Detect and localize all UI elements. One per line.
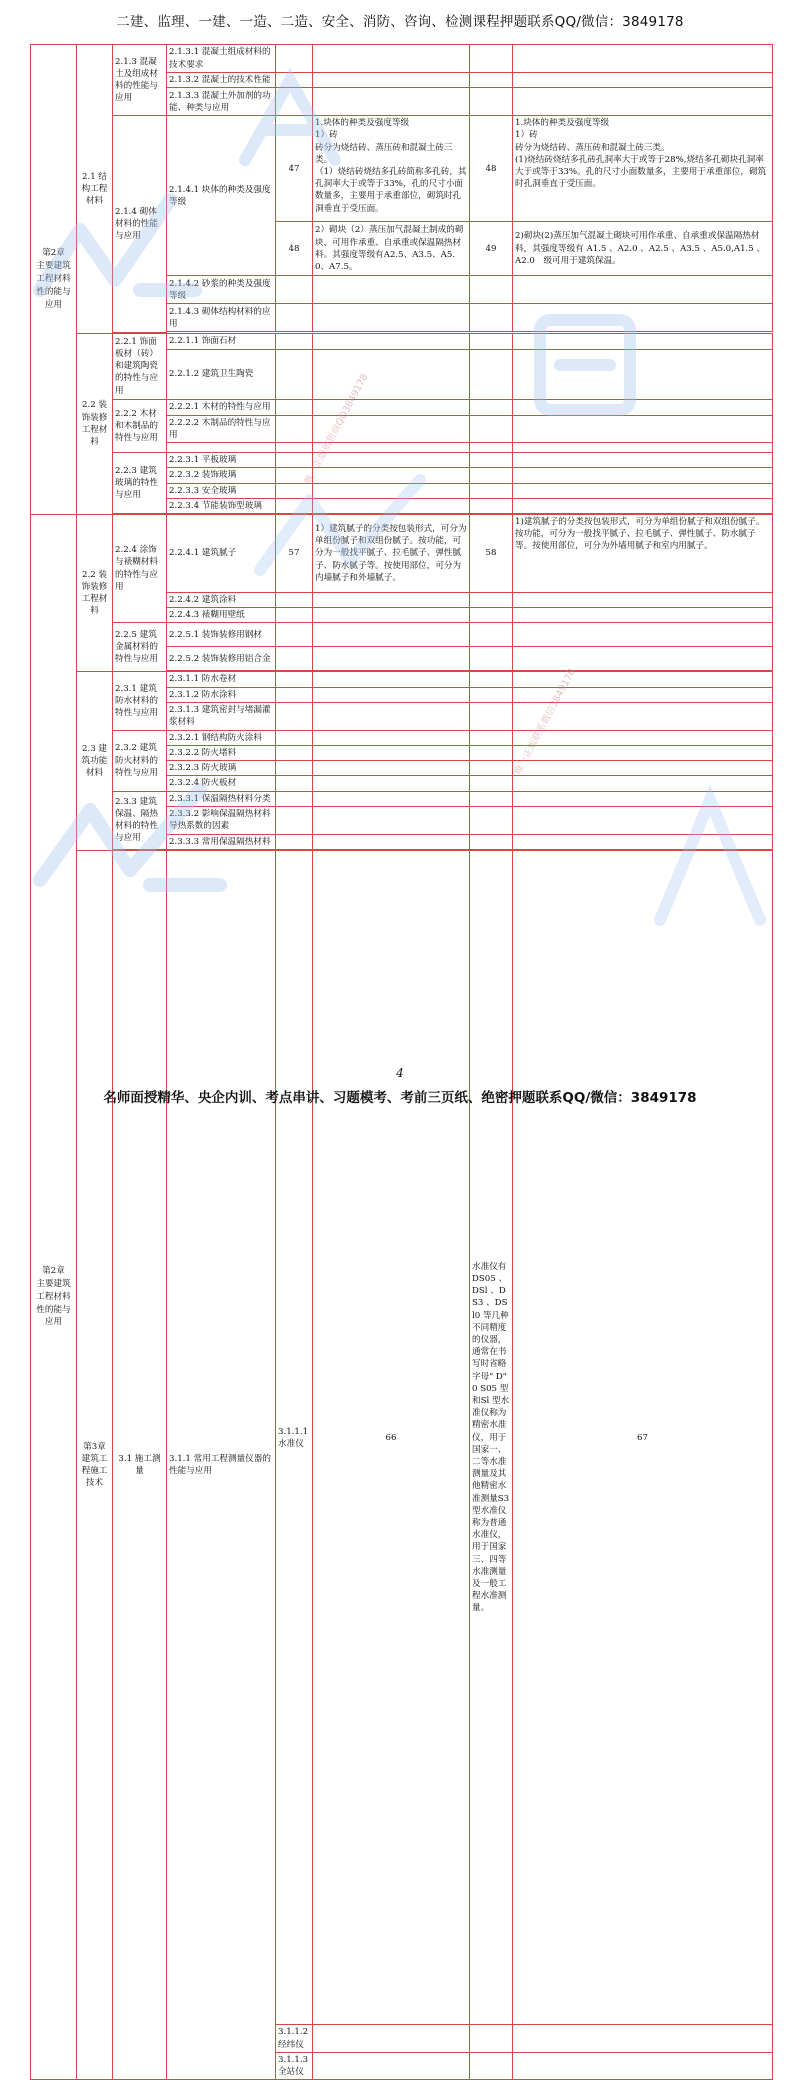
new-text: 2)砌块(2)蒸压加气混凝土砌块可用作承重、自承重或保温隔热材料，其强度等级有 A1.5 、A2.0 、A2.5 、A3.5 、A5.0,A1.5 、A2.0 级可用于建筑保温。 xyxy=(513,222,773,276)
new-page-number: 58 xyxy=(470,514,513,592)
chapter-cell: 第3章 建筑工程施工技术 xyxy=(77,850,113,2079)
item-cell: 2.3.3.1 保温隔热材料分类 xyxy=(167,791,276,806)
subsection-cell: 2.3.3 建筑保温、隔热材料的特性与应用 xyxy=(113,791,167,849)
subsection-cell: 2.1.3 混凝土及组成材料的性能与应用 xyxy=(113,45,167,116)
item-cell: 3.1.1.3 全站仪 xyxy=(276,2052,313,2079)
new-page-number: 49 xyxy=(470,222,513,276)
old-text: 1.块体的种类及强度等级 1）砖 砖分为烧结砖、蒸压砖和混凝土砖三类。 （1）烧结砖烧结多孔砖简称多孔砖，其孔洞率大于或等于33%，孔的尺寸小面数量多，主要用于承重部位，砌筑时孔洞垂直于受压面。 xyxy=(313,116,470,222)
item-cell: 3.1.1.2 经纬仪 xyxy=(276,2025,313,2052)
item-cell: 2.3.1.3 建筑密封与堵漏灌浆材料 xyxy=(167,702,276,730)
item-cell: 2.3.2.2 防火堵料 xyxy=(167,745,276,760)
subsection-cell: 2.2.3 建筑玻璃的特性与应用 xyxy=(113,453,167,514)
watermark-text: 唯一正版联系微信3849178 xyxy=(512,666,578,777)
chapter-label: 第2章 主要建筑工程材料性的能与应用 xyxy=(36,1265,71,1328)
subsection-cell: 2.2.5 建筑金属材料的特性与应用 xyxy=(113,623,167,672)
item-cell: 2.2.3.3 安全玻璃 xyxy=(167,483,276,498)
item-cell: 2.2.3.4 节能装饰型玻璃 xyxy=(167,498,276,513)
section-cell: 2.3 建筑功能材料 xyxy=(77,672,113,851)
subsection-cell: 3.1.1 常用工程测量仪器的性能与应用 xyxy=(167,850,276,2079)
item-cell: 2.3.1.2 防水涂料 xyxy=(167,687,276,702)
subsection-cell: 2.2.4 涂饰与裱糊材料的特性与应用 xyxy=(113,514,167,622)
old-page-number: 57 xyxy=(276,514,313,592)
old-page-number: 47 xyxy=(276,116,313,222)
subsection-cell: 2.2.2 木材和木制品的特性与应用 xyxy=(113,399,167,452)
item-cell: 3.1.1.1 水准仪 xyxy=(276,850,313,2025)
watermark-text: 唯一正版销售商QQ3849178 xyxy=(302,372,371,487)
page-number: 4 xyxy=(396,1066,404,1080)
new-page-number: 67 xyxy=(513,850,773,2025)
new-page-number: 48 xyxy=(470,116,513,222)
item-cell: 2.1.4.3 砌体结构材料的应用 xyxy=(167,304,276,332)
item-cell: 2.2.3.1 平板玻璃 xyxy=(167,453,276,468)
new-text: 1)建筑腻子的分类按包装形式，可分为单组份腻子和双组份腻子。按功能，可分为一般找平腻子、拉毛腻子、弹性腻子、防水腻子等。按使用部位，可分为外墙用腻子和室内用腻子。 xyxy=(513,514,773,592)
item-cell: 2.3.1.1 防水卷材 xyxy=(167,672,276,687)
chapter-label: 第2章 主要建筑工程材料性的能与应用 xyxy=(36,248,71,310)
item-cell: 2.2.5.2 装饰装修用铝合金 xyxy=(167,647,276,671)
item-cell: 2.2.1.1 饰面石材 xyxy=(167,333,276,349)
old-page-number: 66 xyxy=(313,850,470,2025)
item-cell: 2.2.3.2 装饰玻璃 xyxy=(167,468,276,483)
subsection-cell: 2.3.2 建筑防火材料的特性与应用 xyxy=(113,730,167,791)
section-cell: 2.2 装饰装修工程材料 xyxy=(77,514,113,671)
subsection-cell: 2.2.1 饰面板材（砖）和建筑陶瓷的特性与应用 xyxy=(113,333,167,399)
item-cell: 2.3.3.2 影响保温隔热材料导热系数的因素 xyxy=(167,806,276,834)
item-cell: 2.2.4.1 建筑腻子 xyxy=(167,514,276,592)
item-cell: 2.3.2.1 钢结构防火涂料 xyxy=(167,730,276,745)
section-cell: 3.1 施工测量 xyxy=(113,850,167,2079)
old-text: 2）砌块（2）蒸压加气混凝土制成的砌块，可用作承重、自承重或保温隔热材料。其强度等级有A2.5、A3.5、A5.0、A7.5。 xyxy=(313,222,470,276)
chapter-cell xyxy=(31,45,77,515)
chapter-cell xyxy=(31,514,77,2079)
item-cell: 2.1.3.1 混凝土组成材料的技术要求 xyxy=(167,45,276,73)
item-cell: 2.2.4.2 建筑涂料 xyxy=(167,592,276,607)
section-cell: 2.2 装饰装修工程材料 xyxy=(77,333,113,514)
item-cell: 2.3.2.3 防火玻璃 xyxy=(167,761,276,776)
new-text: 1.块体的种类及强度等级 1）砖 砖分为烧结砖、蒸压砖和混凝土砖三类。 (1)烧结砖烧结多孔砖孔洞率大于或等于28%,烧结多孔砌块孔洞率大于或等于33%。孔的尺寸小面数量多，主要用于承重部位，砌筑时孔洞垂直于受压面。 xyxy=(513,116,773,222)
item-cell: 2.1.3.2 混凝土的技术性能 xyxy=(167,73,276,88)
old-text: 水准仪有DS05 、DSl 、DS3 、DSl0 等几种不同精度的仪器，通常在书写时省略字母" D" 0 S05 型和Sl 型水准仪称为精密水准仪，用于国家一、二等水准测量及其他精密水准测量S3 型水准仪称为普通水准仪，用于国家三、四等水准测量及一般工程水准测量。 xyxy=(470,850,513,2025)
item-cell: 2.2.4.3 裱糊用壁纸 xyxy=(167,608,276,623)
page-header: 二建、监理、一建、一造、二造、安全、消防、咨询、检测课程押题联系QQ/微信：3849178 xyxy=(116,14,684,30)
item-cell: 2.2.5.1 装饰装修用钢材 xyxy=(167,623,276,647)
item-cell: 2.1.3.3 混凝土外加剂的功能、种类与应用 xyxy=(167,88,276,116)
old-text: 1）建筑腻子的分类按包装形式，可分为单组份腻子和双组份腻子。按功能，可分为一般找平腻子、拉毛腻子、弹性腻子、防水腻子等。按使用部位，可分为内墙腻子和外墙腻子。 xyxy=(313,514,470,592)
item-cell: 2.3.2.4 防火板材 xyxy=(167,776,276,791)
page-footer: 名师面授精华、央企内训、考点串讲、习题模考、考前三页纸、绝密押题联系QQ/微信：3849178 xyxy=(103,1090,697,1106)
subsection-cell: 2.1.4 砌体材料的性能与应用 xyxy=(113,116,167,333)
item-cell: 2.1.4.1 块体的种类及强度等级 xyxy=(167,116,276,276)
old-page-number: 48 xyxy=(276,222,313,276)
item-cell: 2.1.4.2 砂浆的种类及强度等级 xyxy=(167,276,276,304)
item-cell: 2.2.1.2 建筑卫生陶瓷 xyxy=(167,349,276,399)
subsection-cell: 2.3.1 建筑防水材料的特性与应用 xyxy=(113,672,167,730)
syllabus-table xyxy=(30,44,773,2080)
item-cell: 2.3.3.3 常用保温隔热材料 xyxy=(167,834,276,849)
section-cell: 2.1 结构工程材料 xyxy=(77,45,113,334)
item-cell: 2.2.2.2 木制品的特性与应用 xyxy=(167,415,276,442)
item-cell: 2.2.2.1 木材的特性与应用 xyxy=(167,399,276,415)
